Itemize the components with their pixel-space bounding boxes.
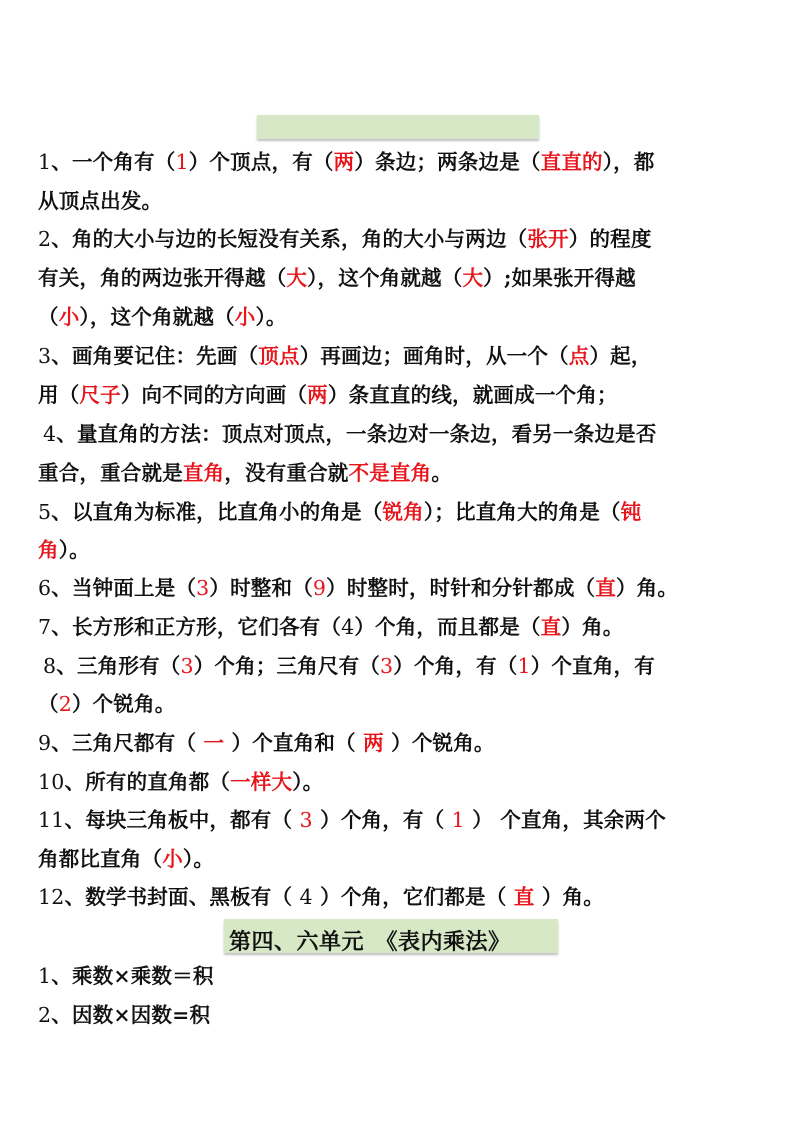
item-text: ）;如果张开得越 — [483, 266, 636, 290]
item-text: ）角。 — [615, 576, 679, 600]
item-text: 、乘数×乘数＝积 — [51, 964, 214, 988]
answer-text: 大 — [462, 266, 484, 290]
item-text: 、以直角为标准，比直角小的角是（ — [51, 500, 383, 524]
item-number: 8 — [43, 654, 57, 678]
answer-text: 两 — [307, 383, 328, 407]
answer-number: 1 — [451, 808, 465, 832]
answer-number: 2 — [58, 692, 72, 716]
item-text: 有关，角的两边张开得越（ — [38, 266, 287, 290]
header-band — [257, 115, 539, 139]
answer-number: 3 — [380, 654, 394, 678]
list-item — [38, 1005, 210, 1026]
list-item — [38, 502, 641, 523]
answer-text: 一样大 — [230, 770, 293, 794]
item-text: ）个角，而且都是（ — [354, 615, 541, 639]
item-text: ）角。 — [534, 885, 604, 909]
item-text: ）向不同的方向画（ — [120, 383, 308, 407]
item-text: 重合，重合就是 — [38, 461, 183, 485]
item-text: ）个锐角。 — [383, 731, 495, 755]
item-text: ）个锐角。 — [71, 692, 176, 716]
item-text: ）个直角和（ — [224, 731, 364, 755]
item-text: ）起， — [589, 344, 652, 368]
item-text: ）条边；两条边是（ — [354, 150, 541, 174]
list-item — [38, 385, 618, 406]
list-item — [38, 617, 623, 638]
item-text: ），都 — [602, 150, 655, 174]
item-number: 5 — [38, 500, 52, 524]
item-text: ），这个角就越（ — [307, 266, 463, 290]
item-text: 、数学书封面、黑板有（ — [64, 885, 300, 909]
item-text: 、量直角的方法：顶点对顶点，一条边对一条边，看另一条边是否 — [56, 422, 657, 446]
answer-number: 9 — [312, 576, 327, 600]
item-text: 、所有的直角都（ — [64, 770, 231, 794]
answer-text: 小 — [58, 305, 80, 329]
item-text: 。 — [431, 461, 453, 485]
list-item — [38, 887, 604, 908]
item-text: 、当钟面上是（ — [51, 576, 197, 600]
item-text: 从顶点出发。 — [38, 189, 163, 213]
answer-text: 张开 — [527, 227, 569, 251]
list-item — [43, 656, 655, 677]
item-number: 4 — [43, 422, 57, 446]
item-number: 10 — [38, 770, 65, 794]
item-number: 4 — [299, 885, 313, 909]
item-text: 、长方形和正方形，它们各有（ — [51, 615, 342, 639]
answer-text: 一 — [203, 731, 225, 755]
list-item — [38, 966, 214, 987]
answer-text: 直 — [540, 615, 562, 639]
list-item — [38, 849, 214, 870]
answer-text: 尺子 — [79, 383, 121, 407]
item-text: ）个直角，有 — [530, 654, 655, 678]
item-number: 12 — [38, 885, 65, 909]
item-text: ）。 — [292, 770, 324, 794]
item-text: 用（ — [38, 383, 80, 407]
answer-text: 顶点 — [258, 344, 300, 368]
item-text: ）再画边；画角时，从一个（ — [299, 344, 569, 368]
item-number: 1 — [38, 150, 52, 174]
answer-text: 角 — [38, 538, 59, 562]
item-text: ）角。 — [561, 615, 624, 639]
answer-text: 小 — [162, 847, 183, 871]
item-text: ）。 — [182, 847, 215, 871]
list-item — [38, 463, 452, 484]
list-item — [38, 191, 162, 212]
answer-number: 1 — [175, 150, 189, 174]
item-text: ）；比直角大的角是（ — [423, 500, 621, 524]
list-item — [38, 772, 323, 793]
item-number: 11 — [38, 808, 65, 832]
item-number: 9 — [38, 731, 52, 755]
section-title: 第四、六单元 《表内乘法》 — [229, 929, 511, 955]
answer-text: 锐角 — [382, 500, 424, 524]
item-text: ）个角，有（ — [393, 654, 518, 678]
item-text: ）时整时，时针和分针都成（ — [326, 576, 596, 600]
answer-text: 直 — [513, 885, 535, 909]
answer-text: 小 — [234, 305, 256, 329]
item-text: ）个角；三角尺有（ — [193, 654, 381, 678]
item-number: 1 — [38, 964, 52, 988]
answer-number: 3 — [299, 808, 313, 832]
answer-number: 3 — [196, 576, 210, 600]
list-item — [38, 540, 90, 561]
list-item — [38, 694, 175, 715]
item-number: 6 — [38, 576, 52, 600]
list-item — [38, 810, 666, 831]
item-number: 4 — [341, 615, 355, 639]
item-text: ）个角，有（ — [312, 808, 452, 832]
item-text: ）条直直的线，就画成一个角； — [327, 383, 618, 407]
answer-number: 1 — [517, 654, 531, 678]
item-text: 角都比直角（ — [38, 847, 163, 871]
answer-number: 3 — [180, 654, 194, 678]
list-item — [38, 578, 678, 599]
list-item — [38, 733, 495, 754]
item-text: ）个角，它们都是（ — [312, 885, 514, 909]
list-item — [38, 346, 652, 367]
answer-text: 直 — [595, 576, 616, 600]
item-text: ） 个直角，其余两个 — [464, 808, 666, 832]
item-text: ）。 — [58, 538, 90, 562]
answer-text: 两 — [333, 150, 355, 174]
item-text: 、一个角有（ — [51, 150, 176, 174]
item-text: 、三角形有（ — [56, 654, 181, 678]
item-text: 、每块三角板中，都有（ — [64, 808, 300, 832]
answer-text: 钝 — [620, 500, 642, 524]
list-item — [38, 307, 287, 328]
answer-text: 不是直角 — [348, 461, 432, 485]
item-number: 3 — [38, 344, 52, 368]
item-text: 、因数×因数=积 — [51, 1003, 211, 1027]
item-text: ，没有重合就 — [224, 461, 349, 485]
list-item — [38, 229, 652, 250]
item-text: ）个顶点，有（ — [188, 150, 334, 174]
item-number: 2 — [38, 1003, 52, 1027]
answer-text: 大 — [286, 266, 308, 290]
item-text: ）时整和（ — [209, 576, 313, 600]
item-number: 7 — [38, 615, 52, 639]
item-text: （ — [38, 305, 59, 329]
item-text: 、画角要记住：先画（ — [51, 344, 259, 368]
item-text: （ — [38, 692, 59, 716]
list-item — [38, 152, 655, 173]
list-item — [43, 424, 657, 445]
item-text: ）的程度 — [568, 227, 652, 251]
item-text: 、三角尺都有（ — [51, 731, 204, 755]
answer-text: 直直的 — [540, 150, 603, 174]
answer-text: 两 — [363, 731, 384, 755]
item-text: ），这个角就越（ — [79, 305, 235, 329]
answer-text: 点 — [568, 344, 590, 368]
item-text: 、角的大小与边的长短没有关系，角的大小与两边（ — [51, 227, 528, 251]
answer-text: 直角 — [182, 461, 225, 485]
list-item — [38, 268, 636, 289]
item-text: ）。 — [255, 305, 287, 329]
item-number: 2 — [38, 227, 52, 251]
